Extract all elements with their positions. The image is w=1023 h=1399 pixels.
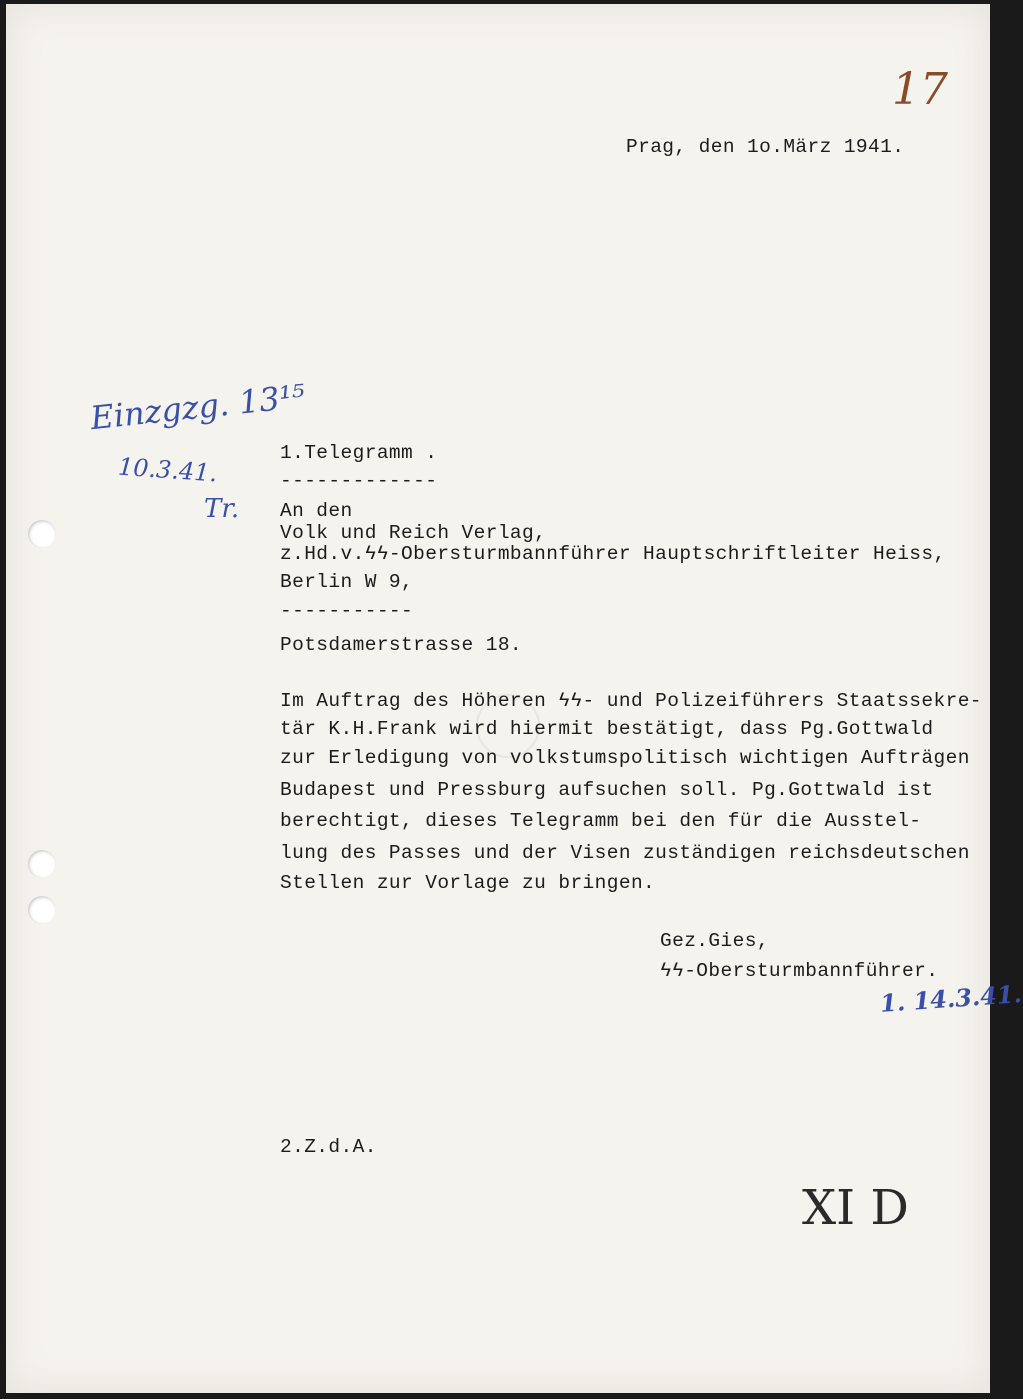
handwritten-initials-date: 1. 14.3.41. [879, 979, 1023, 1018]
place-date: Prag, den 1o.März 1941. [626, 136, 905, 158]
margin-note-date: 10.3.41. [117, 452, 219, 488]
signature-rank: ϟϟ-Obersturmbannführer. [660, 960, 939, 982]
document-page [6, 4, 1023, 1393]
punch-hole-middle [28, 850, 56, 878]
punch-hole-bottom [28, 896, 56, 924]
body-line-7: Stellen zur Vorlage zu bringen. [280, 872, 656, 894]
body-line-2: tär K.H.Frank wird hiermit bestätigt, dass Pg.Gottwald [280, 718, 934, 740]
body-line-5: berechtigt, dieses Telegramm bei den für die Ausstel- [280, 810, 922, 832]
signature-name: Gez.Gies, [660, 930, 769, 952]
body-line-1: Im Auftrag des Höheren ϟϟ- und Polizeiführers Staatssekre- [280, 690, 982, 712]
footer-item: 2.Z.d.A. [280, 1136, 377, 1158]
address-line-4: Berlin W 9, [280, 571, 414, 593]
heading-underline: ------------- [280, 470, 438, 492]
telegram-heading: 1.Telegramm . [280, 442, 438, 464]
punch-hole-top [28, 520, 56, 548]
address-line-2: Volk und Reich Verlag, [280, 522, 547, 544]
address-underline: ----------- [280, 600, 414, 622]
address-line-5: Potsdamerstrasse 18. [280, 634, 523, 656]
body-line-4: Budapest und Pressburg aufsuchen soll. Pg.Gottwald ist [280, 779, 934, 801]
margin-note-receipt: Einzgzg. 13¹⁵ [88, 376, 308, 438]
margin-note-initials: Tr. [204, 494, 240, 524]
address-line-1: An den [280, 500, 353, 522]
department-mark: XI D [802, 1180, 909, 1236]
body-line-3: zur Erledigung von volkstumspolitisch wichtigen Aufträgen [280, 747, 970, 769]
page-number: 17 [892, 64, 948, 115]
address-line-3: z.Hd.v.ϟϟ-Obersturmbannführer Hauptschriftleiter Heiss, [280, 543, 946, 565]
body-line-6: lung des Passes und der Visen zuständigen reichsdeutschen [280, 842, 970, 864]
